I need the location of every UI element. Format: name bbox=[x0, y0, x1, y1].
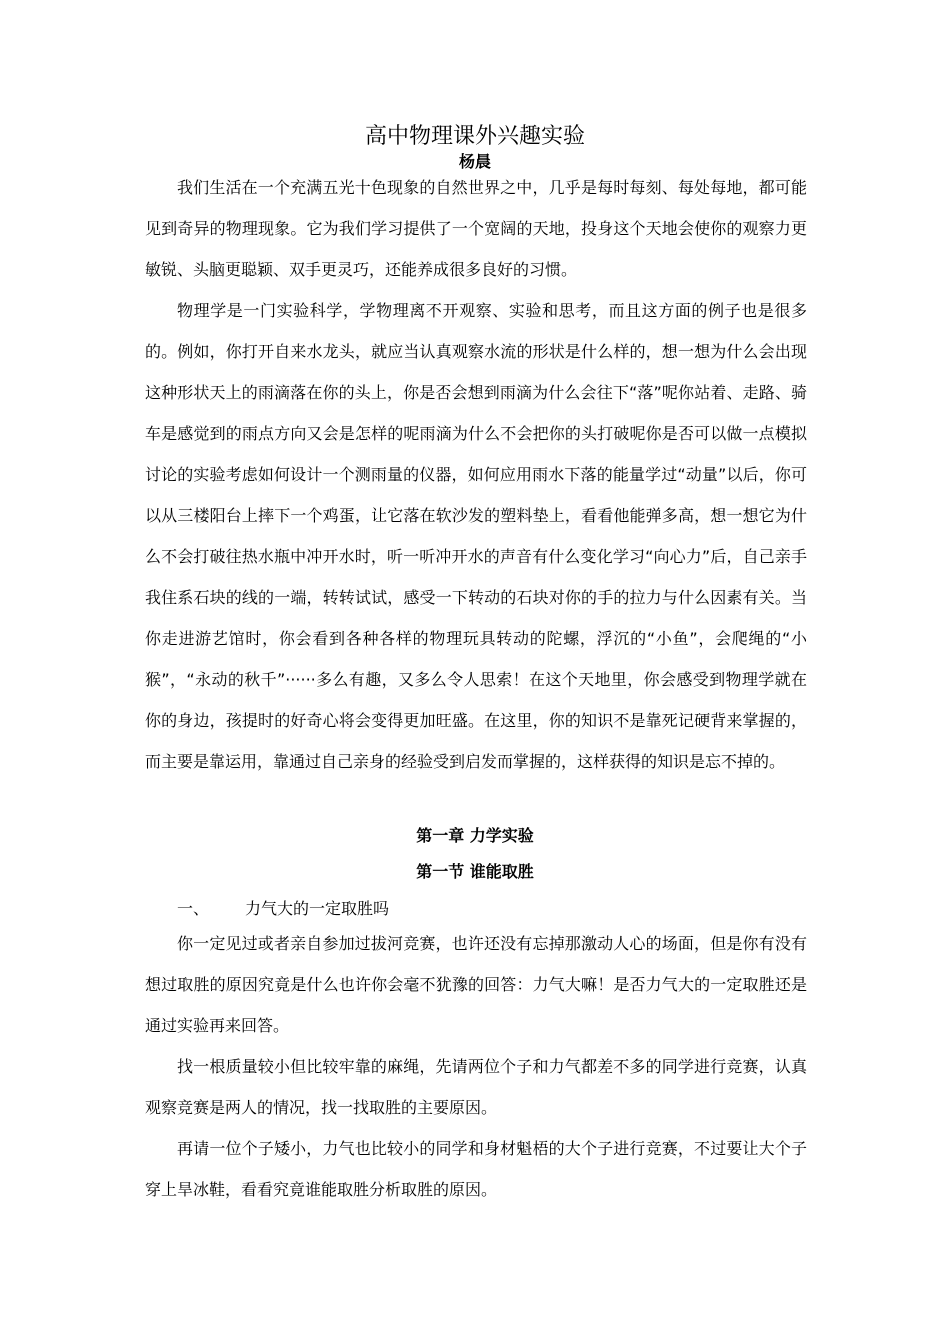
section-paragraph: 你一定见过或者亲自参加过拔河竞赛，也许还没有忘掉那激动人心的场面，但是你有没有想过取胜的原因究竟是什么也许你会毫不犹豫的回答：力气大嘛！是否力气大的一定取胜还是通过实验再来回答。 bbox=[145, 934, 807, 1035]
document-author: 杨晨 bbox=[458, 152, 491, 171]
section-heading: 第一节 谁能取胜 bbox=[416, 862, 534, 881]
section-body bbox=[145, 923, 807, 1210]
intro-paragraph: 物理学是一门实验科学，学物理离不开观察、实验和思考，而且这方面的例子也是很多的。例如，你打开自来水龙头，就应当认真观察水流的形状是什么样的，想一想为什么会出现这种形状天上的雨滴落在你的头上，你是否会想到雨滴为什么会往下“落”呢你站着、走路、骑车是感觉到的雨点方向又会是怎样的呢雨滴为什么不会把你的头打破呢你是否可以做一点模拟讨论的实验考虑如何设计一个测雨量的仪器，如何应用雨水下落的能量学过“动量”以后，你可以从三楼阳台上摔下一个鸡蛋，让它落在软沙发的塑料垫上，看看他能弹多高，想一想它为什么不会打破往热水瓶中冲开水时，听一听冲开水的声音有什么变化学习“向心力”后，自己亲手我住系石块的线的一端，转转试试，感受一下转动的石块对你的手的拉力与什么因素有关。当你走进游艺馆时，你会看到各种各样的物理玩具转动的陀螺，浮沉的“小鱼”，会爬绳的“小猴”，“永动的秋千”······多么有趣，又多么令人思索！在这个天地里，你会感受到物理学就在你的身边，孩提时的好奇心将会变得更加旺盛。在这里，你的知识不是靠死记硬背来掌握的，而主要是靠运用，靠通过自己亲身的经验受到启发而掌握的，这样获得的知识是忘不掉的。 bbox=[145, 301, 807, 771]
intro-paragraph: 我们生活在一个充满五光十色现象的自然世界之中，几乎是每时每刻、每处每地，都可能见到奇异的物理现象。它为我们学习提供了一个宽阔的天地，投身这个天地会使你的观察力更敏锐、头脑更聪颖、双手更灵巧，还能养成很多良好的习惯。 bbox=[145, 178, 807, 279]
chapter-heading: 第一章 力学实验 bbox=[416, 826, 534, 845]
document-title: 高中物理课外兴趣实验 bbox=[364, 124, 585, 149]
intro-section bbox=[145, 167, 807, 782]
section-paragraph: 再请一位个子矮小，力气也比较小的同学和身材魁梧的大个子进行竞赛，不过要让大个子穿上旱冰鞋，看看究竟谁能取胜分析取胜的原因。 bbox=[145, 1139, 807, 1199]
section-paragraph: 找一根质量较小但比较牢靠的麻绳，先请两位个子和力气都差不多的同学进行竞赛，认真观察竞赛是两人的情况，找一找取胜的主要原因。 bbox=[145, 1057, 807, 1117]
list-item-number: 一、 bbox=[177, 899, 210, 918]
list-item-label: 力气大的一定取胜吗 bbox=[245, 899, 390, 918]
list-item-heading bbox=[177, 891, 389, 927]
